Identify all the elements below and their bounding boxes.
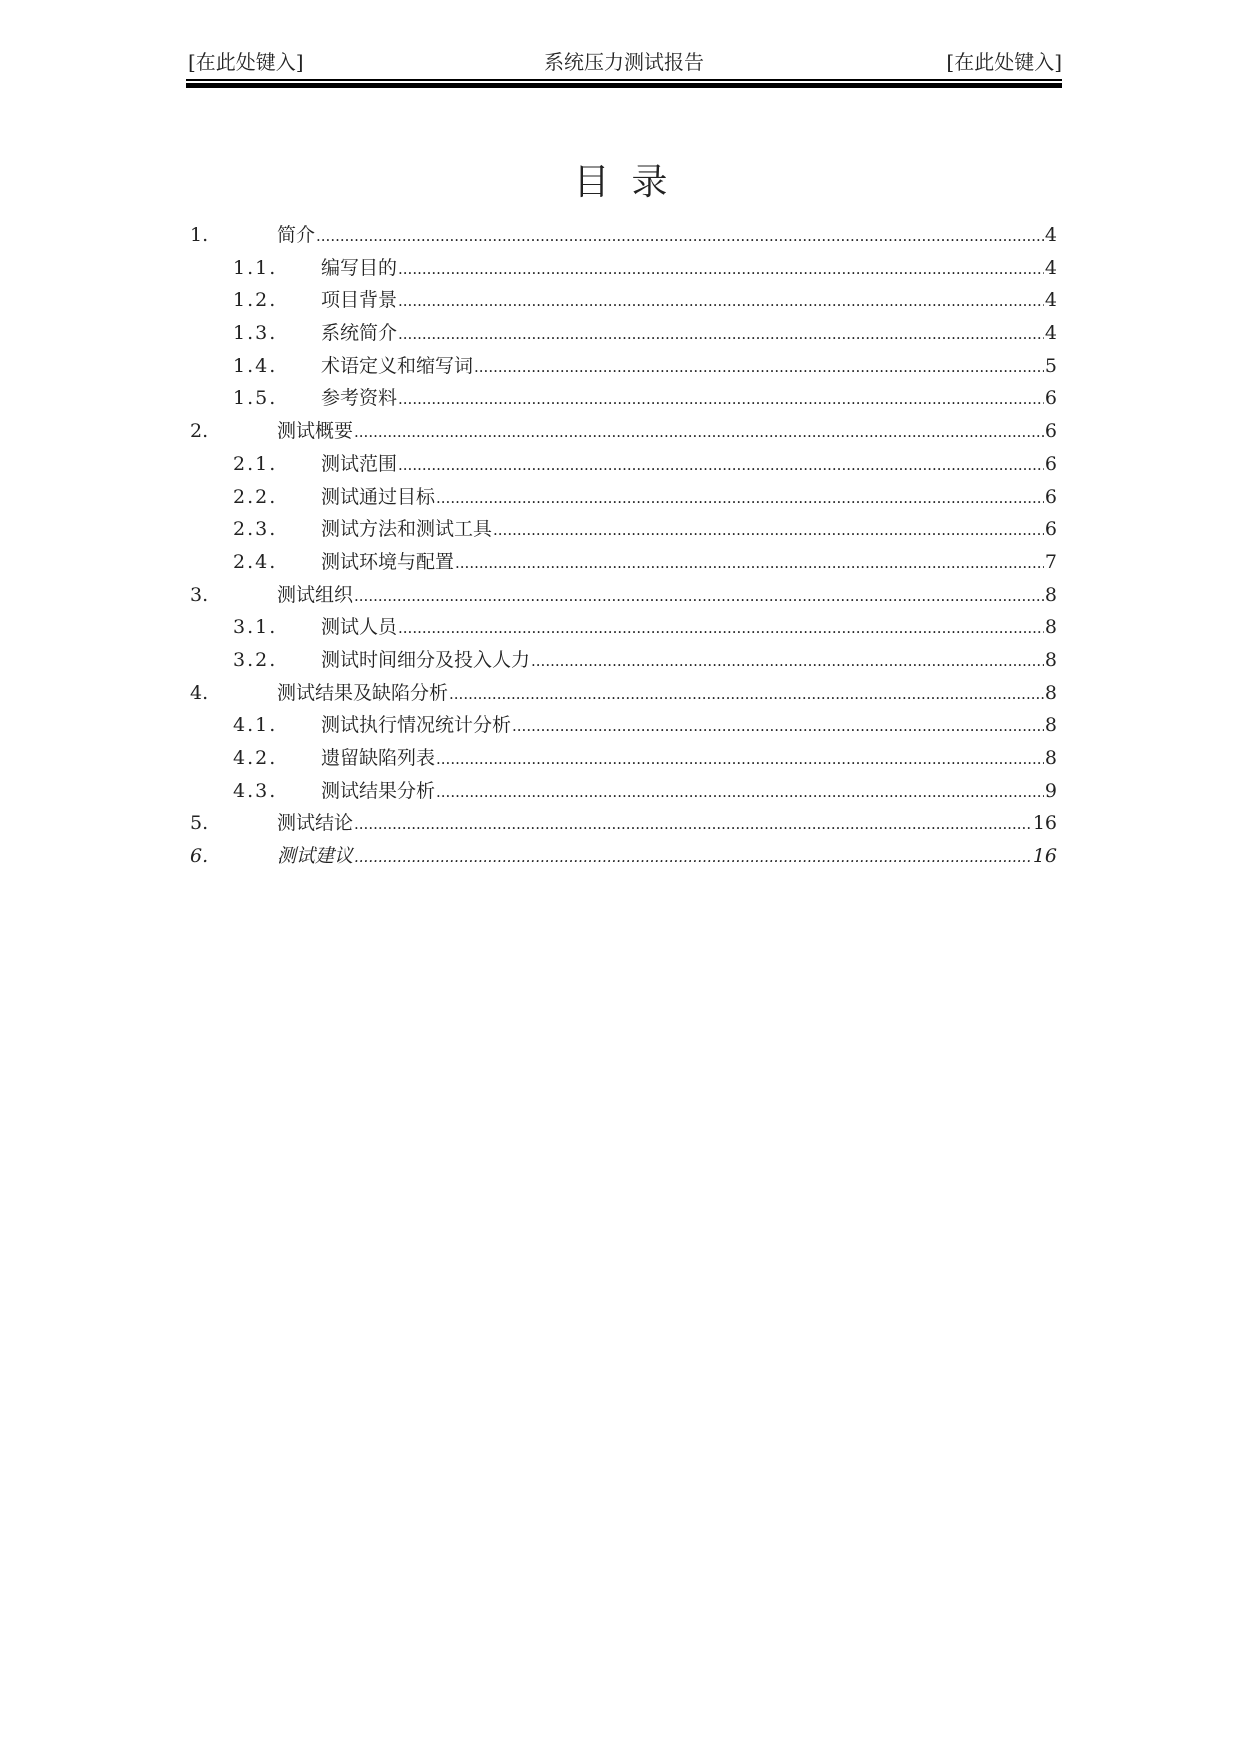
toc-entry-line (321, 546, 1057, 579)
toc-dot-leader (354, 416, 1044, 448)
toc-entry-line (321, 644, 1057, 677)
toc-entry-label[interactable]: 测试建议 (277, 845, 354, 868)
toc-dot-leader (531, 645, 1044, 677)
toc-dot-leader (316, 220, 1044, 252)
toc-dot-leader (398, 612, 1044, 644)
toc-entry[interactable] (190, 709, 1057, 742)
toc-entry-label[interactable]: 系统简介 (321, 322, 398, 345)
toc-entry[interactable] (190, 382, 1057, 415)
toc-entry-page-number: 4 (1044, 224, 1057, 246)
toc-entry-label[interactable]: 测试环境与配置 (321, 550, 455, 573)
toc-entry-number: 5. (190, 812, 209, 835)
toc-entry-label[interactable]: 测试时间细分及投入人力 (321, 648, 531, 671)
toc-entry-label[interactable]: 编写目的 (321, 256, 398, 279)
toc-title: 目录 (573, 162, 690, 203)
toc-dot-leader (398, 318, 1044, 350)
toc-dot-leader (354, 841, 1032, 873)
toc-entry-page-number: 8 (1044, 714, 1057, 737)
toc-entry[interactable] (190, 579, 1057, 612)
toc-entry-number: 1.3. (233, 322, 278, 345)
toc-entry-line (321, 742, 1057, 775)
toc-entry-label[interactable]: 测试结果及缺陷分析 (277, 681, 449, 704)
toc-entry-label[interactable]: 简介 (277, 224, 316, 246)
toc-entry-page-number: 8 (1044, 616, 1057, 639)
toc-entry-label[interactable]: 测试结论 (277, 812, 354, 835)
toc-entry-page-number: 6 (1044, 518, 1057, 541)
toc-entry-label[interactable]: 测试概要 (277, 420, 354, 443)
toc-entry-page-number: 7 (1044, 550, 1057, 573)
toc-entry-line (321, 709, 1057, 742)
toc-entry-number: 1.4. (233, 354, 278, 377)
toc-dot-leader (436, 482, 1044, 514)
toc-entry-line (277, 415, 1057, 448)
toc-entry-line (321, 448, 1057, 481)
toc-entry-label[interactable]: 测试方法和测试工具 (321, 518, 493, 541)
toc-entry-page-number: 8 (1044, 583, 1057, 606)
toc-dot-leader (398, 449, 1044, 481)
toc-entry[interactable] (190, 252, 1057, 285)
toc-entry-number: 2.2. (233, 485, 278, 508)
toc-entry-label[interactable]: 项目背景 (321, 289, 398, 312)
header-left-placeholder[interactable]: [在此处键入] (188, 50, 304, 74)
toc-entry-page-number: 4 (1044, 256, 1057, 279)
header-rule-thick (186, 83, 1062, 88)
toc-entry[interactable] (190, 350, 1057, 383)
toc-entry[interactable] (190, 840, 1057, 873)
toc-entry[interactable] (190, 415, 1057, 448)
header-rule-thin (186, 79, 1062, 81)
toc-entry-number: 2.4. (233, 550, 278, 573)
toc-entry-label[interactable]: 测试执行情况统计分析 (321, 714, 512, 737)
toc-entry-number: 4.2. (233, 747, 278, 769)
toc-entry-number: 3. (190, 583, 209, 606)
toc-entry-number: 4. (190, 681, 209, 704)
toc-dot-leader (436, 776, 1044, 808)
toc-entry-line (321, 775, 1057, 808)
toc-entry[interactable] (190, 513, 1057, 546)
toc-entry[interactable] (190, 807, 1057, 840)
toc-dot-leader (354, 580, 1044, 612)
toc-entry-line (277, 840, 1057, 873)
toc-entry-line (277, 219, 1057, 252)
toc-entry-number: 3.2. (233, 648, 278, 671)
toc-dot-leader (398, 285, 1044, 317)
toc-entry-page-number: 6 (1044, 420, 1057, 443)
toc-entry-page-number: 16 (1032, 845, 1057, 868)
toc-dot-leader (354, 808, 1032, 840)
toc-entry-label[interactable]: 测试通过目标 (321, 485, 436, 508)
toc-entry[interactable] (190, 742, 1057, 775)
toc-entry[interactable] (190, 611, 1057, 644)
toc-entry-label[interactable]: 参考资料 (321, 387, 398, 410)
toc-entry-page-number: 6 (1044, 485, 1057, 508)
header-right-placeholder[interactable]: [在此处键入] (946, 50, 1062, 74)
toc-entry-number: 1.5. (233, 387, 278, 410)
toc-entry-line (321, 481, 1057, 514)
toc-entry-line (321, 513, 1057, 546)
toc-dot-leader (398, 253, 1044, 285)
toc-entry-line (321, 382, 1057, 415)
toc-entry-number: 3.1. (233, 616, 278, 639)
toc-entry[interactable] (190, 546, 1057, 579)
toc-entry-label[interactable]: 遗留缺陷列表 (321, 747, 436, 769)
toc-entry-page-number: 16 (1032, 812, 1057, 835)
toc-entry-page-number: 8 (1044, 681, 1057, 704)
toc-dot-leader (474, 351, 1044, 383)
toc-entry-label[interactable]: 测试范围 (321, 452, 398, 475)
page-header (186, 48, 1062, 76)
toc-dot-leader (493, 514, 1044, 546)
toc-entry-page-number: 4 (1044, 289, 1057, 312)
toc-entry-page-number: 6 (1044, 452, 1057, 475)
toc-entry[interactable] (190, 644, 1057, 677)
toc-entry-label[interactable]: 测试人员 (321, 616, 398, 639)
toc-entry-number: 1.2. (233, 289, 278, 312)
header-document-title: 系统压力测试报告 (544, 50, 704, 74)
toc-entry[interactable] (190, 448, 1057, 481)
toc-entry-page-number: 9 (1044, 779, 1057, 802)
toc-entry-number: 2.1. (233, 452, 278, 475)
toc-entry-number: 2.3. (233, 518, 278, 541)
toc-entry-line (277, 807, 1057, 840)
toc-dot-leader (436, 743, 1044, 775)
toc-entry[interactable] (190, 775, 1057, 808)
toc-entry-line (277, 579, 1057, 612)
toc-entry-page-number: 4 (1044, 322, 1057, 345)
toc-entry-line (321, 284, 1057, 317)
toc-entry-label[interactable]: 测试组织 (277, 583, 354, 606)
toc-entry-line (321, 350, 1057, 383)
toc-dot-leader (455, 547, 1044, 579)
toc-dot-leader (449, 678, 1044, 710)
toc-entry[interactable] (190, 219, 1057, 252)
table-of-contents (190, 219, 1057, 873)
toc-entry[interactable] (190, 317, 1057, 350)
toc-entry-number: 2. (190, 420, 209, 443)
toc-entry-page-number: 8 (1044, 747, 1057, 769)
toc-dot-leader (512, 710, 1044, 742)
toc-entry-page-number: 8 (1044, 648, 1057, 671)
toc-entry-line (321, 317, 1057, 350)
toc-entry-line (321, 252, 1057, 285)
toc-entry-number: 4.1. (233, 714, 278, 737)
toc-entry[interactable] (190, 284, 1057, 317)
toc-entry-number: 4.3. (233, 779, 278, 802)
toc-entry-page-number: 6 (1044, 387, 1057, 410)
toc-entry-number: 1.1. (233, 256, 278, 279)
toc-entry-number: 6. (190, 845, 209, 868)
toc-dot-leader (398, 383, 1044, 415)
toc-entry-label[interactable]: 术语定义和缩写词 (321, 354, 474, 377)
toc-entry[interactable] (190, 481, 1057, 514)
toc-entry-number: 1. (190, 224, 209, 246)
toc-entry-page-number: 5 (1044, 354, 1057, 377)
toc-entry[interactable] (190, 677, 1057, 710)
toc-entry-label[interactable]: 测试结果分析 (321, 779, 436, 802)
toc-entry-line (321, 611, 1057, 644)
toc-entry-line (277, 677, 1057, 710)
